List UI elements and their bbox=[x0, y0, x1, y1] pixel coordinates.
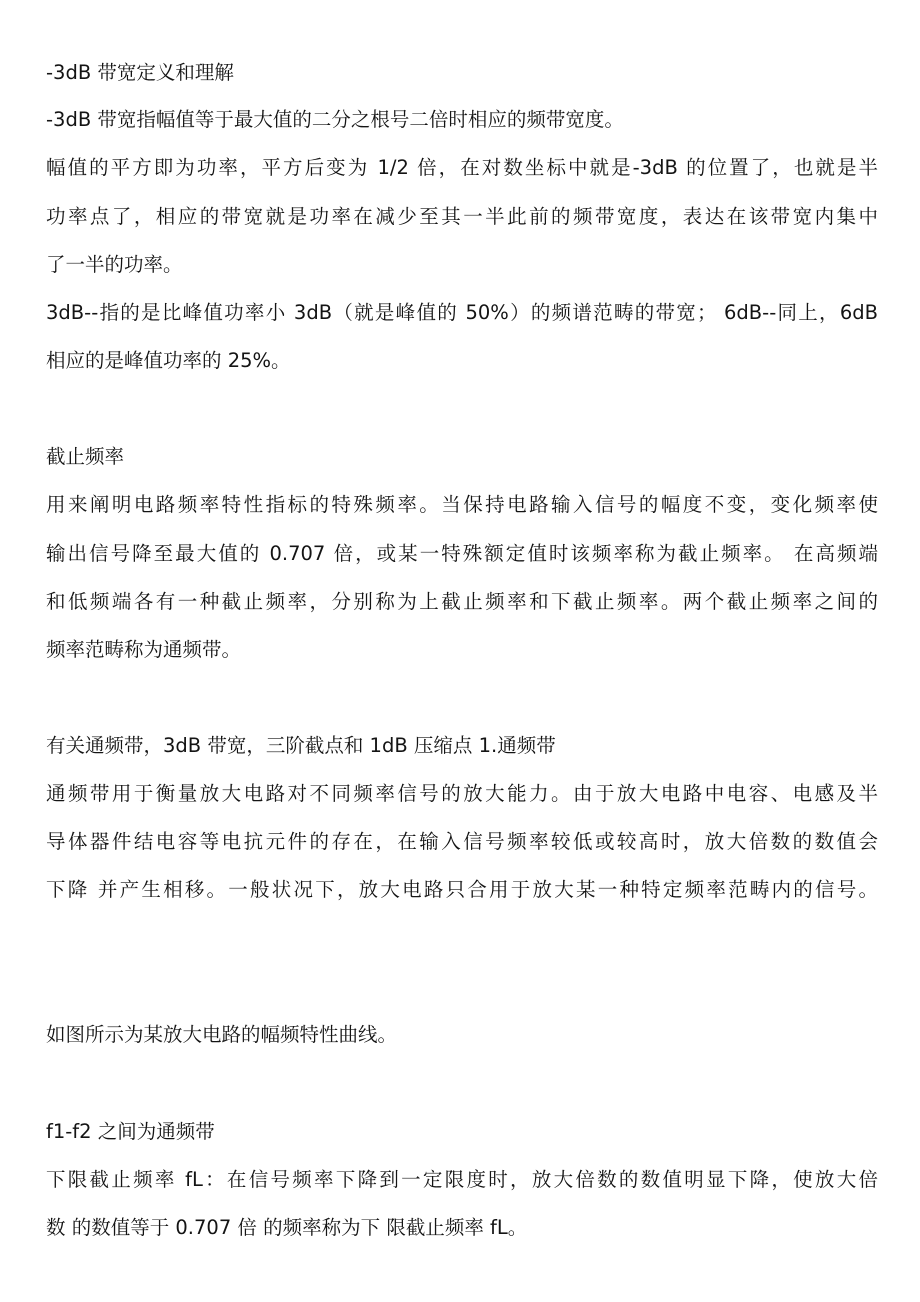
paragraph-line: 数 的数值等于 0.707 倍 的频率称为下 限截止频率 fL。 bbox=[46, 1216, 528, 1239]
paragraph-line: 导体器件结电容等电抗元件的存在，在输入信号频率较低或较高时，放大倍数的数值会 bbox=[46, 830, 878, 853]
paragraph-line: 下降 并产生相移。一般状况下，放大电路只合用于放大某一种特定频率范畴内的信号。 bbox=[46, 878, 878, 901]
paragraph-line: 用来阐明电路频率特性指标的特殊频率。当保持电路输入信号的幅度不变，变化频率使 bbox=[46, 493, 878, 516]
paragraph-line: 了一半的功率。 bbox=[46, 253, 183, 276]
paragraph-line: -3dB 带宽指幅值等于最大值的二分之根号二倍时相应的频带宽度。 bbox=[46, 108, 624, 131]
paragraph-line: 幅值的平方即为功率，平方后变为 1/2 倍，在对数坐标中就是-3dB 的位置了，也就是半 bbox=[46, 156, 878, 179]
paragraph-line: 功率点了，相应的带宽就是功率在减少至其一半此前的频带宽度，表达在该带宽内集中 bbox=[46, 205, 878, 228]
section-heading-f1-f2: f1-f2 之间为通频带 bbox=[46, 1120, 215, 1143]
paragraph-line: 输出信号降至最大值的 0.707 倍，或某一特殊额定值时该频率称为截止频率。 在高频端 bbox=[46, 542, 878, 565]
figure-reference-line: 如图所示为某放大电路的幅频特性曲线。 bbox=[46, 1023, 398, 1046]
paragraph-line: 频率范畴称为通频带。 bbox=[46, 638, 242, 661]
paragraph-line: 相应的是峰值功率的 25%。 bbox=[46, 349, 291, 372]
section-heading-passband: 有关通频带，3dB 带宽，三阶截点和 1dB 压缩点 1.通频带 bbox=[46, 734, 556, 757]
paragraph-line: 3dB--指的是比峰值功率小 3dB（就是峰值的 50%）的频谱范畴的带宽； 6dB--同上，6dB bbox=[46, 301, 878, 324]
paragraph-line: 下限截止频率 fL：在信号频率下降到一定限度时，放大倍数的数值明显下降，使放大倍 bbox=[46, 1168, 878, 1191]
section-heading-3db-bandwidth: -3dB 带宽定义和理解 bbox=[46, 61, 234, 84]
section-heading-cutoff-frequency: 截止频率 bbox=[46, 445, 125, 468]
paragraph-line: 通频带用于衡量放大电路对不同频率信号的放大能力。由于放大电路中电容、电感及半 bbox=[46, 782, 878, 805]
paragraph-line: 和低频端各有一种截止频率，分别称为上截止频率和下截止频率。两个截止频率之间的 bbox=[46, 590, 878, 613]
